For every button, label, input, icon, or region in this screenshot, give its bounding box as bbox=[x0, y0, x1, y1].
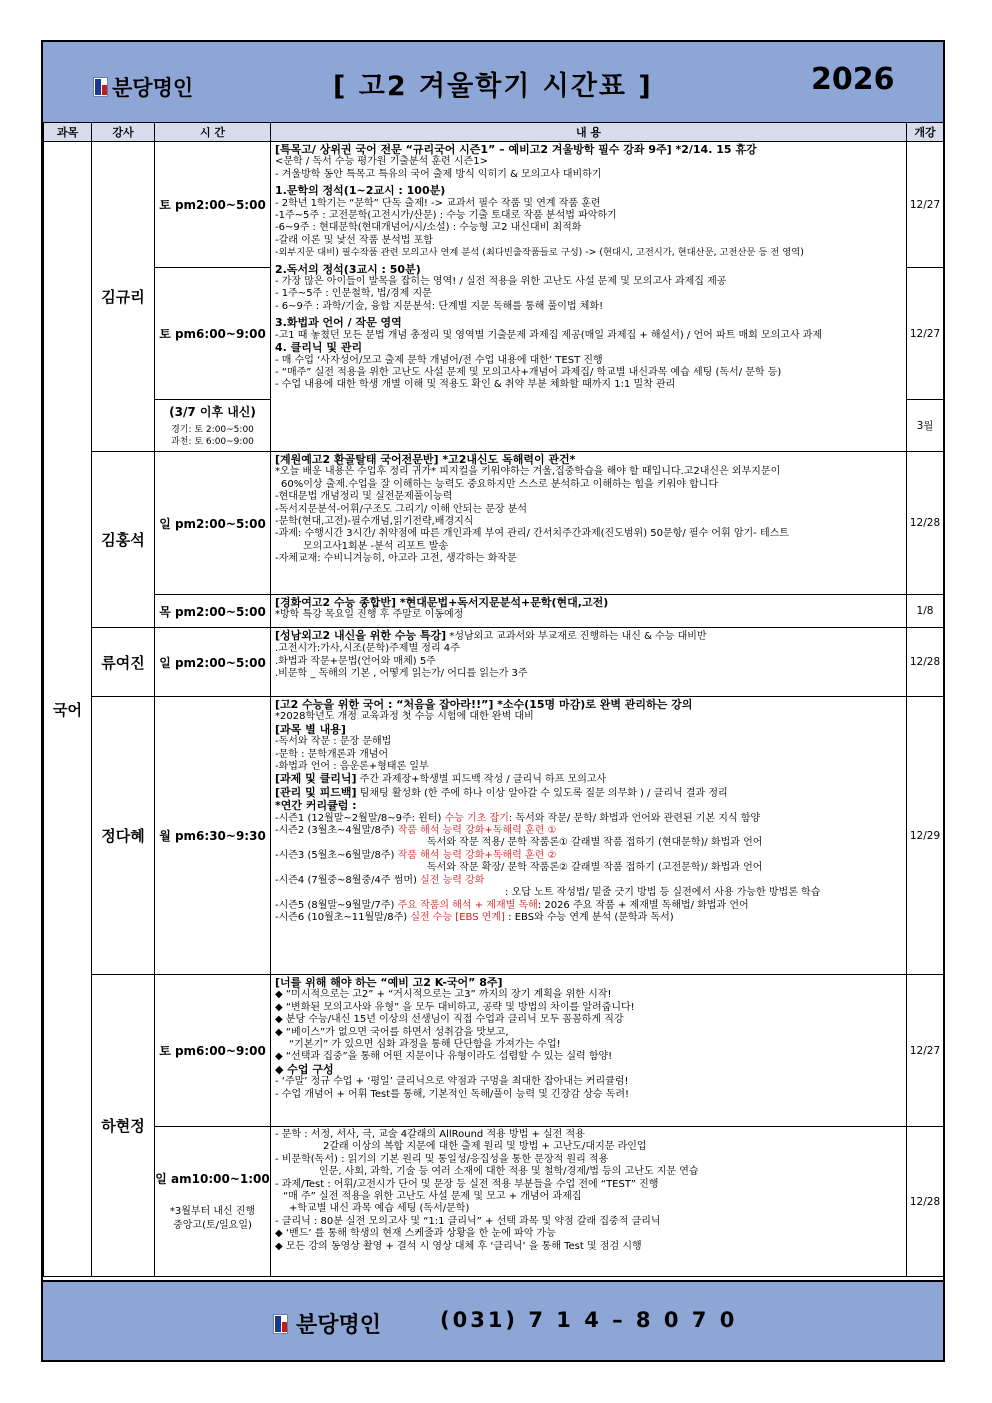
start-date: 12/27 bbox=[907, 975, 944, 1127]
header-banner bbox=[43, 42, 943, 124]
course-description-hong-2: [경화여고2 수능 종합반] *현대문법+독서지문분석+문학(현대,고전) *방학 특강 목요일 진행 후 주말로 이동예정 bbox=[271, 595, 907, 628]
course-description-hong: [계원예고2 환골탈태 국어전문반] *고2내신도 독해력이 관건* *오늘 배운 내용은 수업후 정리 귀가* 피지컬을 키워야하는 겨울,집중학습을 해야 할 때입니다.고2내신은 외부지문이 60%이상 출제.수업을 잘 이해하는 능력도 중요하지만 스스로 분석하고 이해하는 힘을 키워야 합니다 -현대문법 개념정리 및 실전문제풀이능력 -독서지문분석-어휘/구조도 그리기/ 이해 안되는 문장 분석 -문학(현대,고전)-필수개념,읽기전략,배경지식 -과제: 수행시간 3시간/ 취약점에 따른 개인과제 부여 관리/ 간서치주간과제(진도범위) 50문항/ 필수 어휘 암기- 테스트 모의고사1회분 -분석 리포트 발송 -자체교재: 수비니겨능히, 아고라 고전, 생각하는 화작문 bbox=[271, 452, 907, 595]
start-date: 12/28 bbox=[907, 1127, 944, 1277]
teacher-hong: 김홍석 bbox=[92, 452, 155, 628]
time-slot: (3/7 이후 내신) 경기: 토 2:00~5:00 과천: 토 6:00~9:00 bbox=[155, 400, 271, 452]
col-content: 내 용 bbox=[271, 123, 907, 142]
logo-icon bbox=[273, 1314, 288, 1334]
footer-logo-text: 분당명인 bbox=[296, 1313, 382, 1338]
table-row bbox=[44, 975, 944, 1127]
col-teacher: 강사 bbox=[92, 123, 155, 142]
table-row bbox=[44, 1127, 944, 1277]
start-date: 12/27 bbox=[907, 268, 944, 400]
time-slot: 일 am10:00~1:00 *3월부터 내신 진행 중앙고(토/일요일) bbox=[155, 1127, 271, 1277]
start-date: 3월 bbox=[907, 400, 944, 452]
subject-cell: 국어 bbox=[44, 142, 92, 1277]
course-description-ryu: [성남외고2 내신을 위한 수능 특강] *성남외고 교과서와 부교재로 진행하는 내신 & 수능 대비반 .고전시가:가사,시조(문학)주제별 정리 4주 .화법과 작문+문법(언어와 매체) 5주 .비문학 _ 독해의 기본 , 어떻게 읽는가/ 어디를 읽는가 3주 bbox=[271, 628, 907, 697]
time-slot: 토 pm6:00~9:00 bbox=[155, 975, 271, 1127]
course-description-ha-2: - 문학 : 서정, 서사, 극, 교술 4갈래의 AllRound 적용 방법 + 실전 적용 2갈래 이상의 복합 지문에 대한 출제 원리 및 방법 + 고난도/대지문 라인업 - 비문학(독서) : 읽기의 기본 원리 및 통일성/응집성을 통한 문장적 원리 적용 인문, 사회, 과학, 기술 등 여러 소재에 대한 적용 및 철학/경제/법 등의 고난도 지문 연습 - 과제/Test : 어휘/고전시가 단어 및 문장 등 실전 적용 부분들을 수업 전에 “TEST” 진행 “매 주” 실전 적용을 위한 고난도 사설 문제 및 모고 + 개념어 과제집 +학교별 내신 과목 예습 세팅 (독서/문학) - 클리닉 : 80분 실전 모의고사 및 “1:1 클리닉” + 선택 과목 및 약점 갈래 집중적 클리닉 ◆ ‘밴드’ 를 통해 학생의 현재 스케줄과 상황을 한 눈에 파악 가능 ◆ 모든 강의 동영상 촬영 + 결석 시 영상 대체 후 ‘클리닉’ 을 통해 Test 및 점검 시행 bbox=[271, 1127, 907, 1277]
logo-icon bbox=[93, 77, 108, 97]
time-slot: 일 pm2:00~5:00 bbox=[155, 628, 271, 697]
teacher-jung: 정다혜 bbox=[92, 697, 155, 975]
time-slot: 토 pm6:00~9:00 bbox=[155, 268, 271, 400]
col-time: 시 간 bbox=[155, 123, 271, 142]
table-row bbox=[44, 595, 944, 628]
schedule-table bbox=[43, 122, 944, 1277]
phone-number: (031) 7 1 4 – 8 0 7 0 bbox=[440, 1308, 738, 1332]
teacher-ryu: 류여진 bbox=[92, 628, 155, 697]
table-row bbox=[44, 697, 944, 975]
time-slot: 목 pm2:00~5:00 bbox=[155, 595, 271, 628]
start-date: 12/28 bbox=[907, 628, 944, 697]
column-header-row bbox=[44, 123, 944, 142]
table-row bbox=[44, 142, 944, 268]
timetable-sheet bbox=[41, 40, 945, 1362]
time-slot: 월 pm6:30~9:30 bbox=[155, 697, 271, 975]
col-subject: 과목 bbox=[44, 123, 92, 142]
course-description-ha: [너를 위해 해야 하는 “예비 고2 K-국어” 8주] ◆ “미시적으로는 고2” + “거시적으로는 고3” 까지의 장기 계획을 위한 시작! ◆ “변화된 모의고사와 유형” 을 모두 대비하고, 공략 및 방법의 차이를 알려줍니다! ◆ 분당 수능/내신 15년 이상의 선생님이 직접 수업과 클리닉 모두 꼼꼼하게 직강 ◆ “베이스”가 없으면 국어를 하면서 성취감을 맛보고, “기본기” 가 있으면 심화 과정을 통해 단단함을 가져가는 수업! ◆ “선택과 집중”을 통해 어떤 지문이나 유형이라도 섭렵할 수 있는 실력 함양! ◆ 수업 구성 - ‘주말’ 정규 수업 + ‘평일’ 클리닉으로 약점과 구멍을 최대한 잡아내는 커리큘럼! - 수업 개념어 + 어휘 Test를 통해, 기본적인 독해/풀이 능력 및 긴장감 상승 독려! bbox=[271, 975, 907, 1127]
year-label: 2026 bbox=[811, 62, 895, 97]
table-row bbox=[44, 628, 944, 697]
start-date: 12/28 bbox=[907, 452, 944, 595]
start-date: 12/27 bbox=[907, 142, 944, 268]
footer-banner bbox=[43, 1280, 943, 1360]
course-description-kim: [특목고/ 상위권 국어 전문 “규리국어 시즌1” – 예비고2 겨울방학 필수 강좌 9주] *2/14. 15 휴강 <문학 / 독서 수능 평가원 기출분석 훈련 시즌1> - 겨울방학 동안 특목고 특유의 국어 출제 방식 익히기 & 모의고사 대비하기 1.문학의 정석(1~2교시 : 100분) - 2학년 1학기는 “문학” 단독 출제! -> 교과서 필수 작품 및 연계 작품 훈련 -1주~5주 : 고전문학(고전시가/산문) : 수능 기출 토대로 작품 분석법 파악하기 -6~9주 : 현대문학(현대개념어/시/소설) : 수능형 고2 내신대비 최적화 -갈래 이론 및 낯선 작품 분석법 포함 -외부지문 대비) 필수작품 관련 모의고사 연계 분석 (최다빈출작품들로 구성) -> (현대시, 고전시가, 현대산문, 고전산문 등 전 영역) 2.독서의 정석(3교시 : 50분) - 가장 많은 아이들이 발목을 잡히는 영역! / 실전 적용을 위한 고난도 사설 문제 및 모의고사 과제집 제공 - 1주~5주 : 인문철학, 법/경제 지문 - 6~9주 : 과학/기술, 융합 지문분석: 단계별 지문 독해를 통해 풀이법 체화! 3.화법과 언어 / 작문 영역 -고1 때 놓쳤던 모든 문법 개념 총정리 및 영역별 기출문제 과제집 제공(매일 과제집 + 해설서) / 언어 파트 매회 모의고사 과제 4. 클리닉 및 관리 - 매 수업 ‘사자성어/모고 출제 문학 개념어/전 수업 내용에 대한’ TEST 진행 - “매주” 실전 적용을 위한 고난도 사설 문제 및 모의고사+개념어 과제집/ 학교별 내신과목 예습 세팅 (독서/ 문학 등) - 수업 내용에 대한 학생 개별 이해 및 적용도 확인 & 취약 부분 체화할 때까지 1:1 밀착 관리 bbox=[271, 142, 907, 452]
page-title: [ 고2 겨울학기 시간표 ] bbox=[333, 71, 653, 102]
start-date: 1/8 bbox=[907, 595, 944, 628]
footer-logo bbox=[273, 1308, 381, 1339]
teacher-ha: 하현정 bbox=[92, 975, 155, 1277]
logo-text: 분당명인 bbox=[112, 76, 194, 100]
time-slot: 일 pm2:00~5:00 bbox=[155, 452, 271, 595]
col-start: 개강 bbox=[907, 123, 944, 142]
table-row bbox=[44, 452, 944, 595]
course-description-jung: [고2 수능을 위한 국어 : “처음을 잡아라!!”] *소수(15명 마감)로 완벽 관리하는 강의 *2028학년도 개정 교육과정 첫 수능 시험에 대한 완벽 대비 [과목 별 내용] -독서와 작문 : 문장 문해법 -문학 : 문학개론과 개념어 -화법과 언어 : 음운론+형태론 일부 [과제 및 클리닉] 주간 과제장+학생별 피드백 작성 / 클리닉 하프 모의고사 [관리 및 피드백] 팀채팅 활성화 (한 주에 하나 이상 알아갈 수 있도록 질문 의무화 ) / 클리닉 결과 정리 *연간 커리큘럼 : -시즌1 (12월말~2월말/8~9주: 윈터) 수능 기초 잡기: 독서와 작문/ 문학/ 화법과 언어와 관련된 기본 지식 함양 -시즌2 (3월초~4월말/8주) 작품 해석 능력 강화+독해력 훈련 ① 독서와 작문 적용/ 문학 작품론① 갈래별 작품 접하기 (현대문학)/ 화법과 언어 -시즌3 (5월초~6월말/8주) 작품 해석 능력 강화+독해력 훈련 ② 독서와 작문 확장/ 문학 작품론② 갈래별 작품 접하기 (고전문학)/ 화법과 언어 -시즌4 (7월중~8월중/4주 썸머) 실전 능력 강화 : 오답 노트 작성법/ 밑줄 긋기 방법 등 실전에서 사용 가능한 방법론 학습 -시즌5 (8월말~9월말/7주) 주요 작품의 해석 + 제재별 독해: 2026 주요 작품 + 제재별 독해법/ 화법과 언어 -시즌6 (10월초~11월말/8주) 실전 수능 [EBS 연계] : EBS와 수능 연계 분석 (문학과 독서) bbox=[271, 697, 907, 975]
start-date: 12/29 bbox=[907, 697, 944, 975]
time-slot: 토 pm2:00~5:00 bbox=[155, 142, 271, 268]
teacher-kim: 김규리 bbox=[92, 142, 155, 452]
brand-logo bbox=[93, 72, 193, 102]
